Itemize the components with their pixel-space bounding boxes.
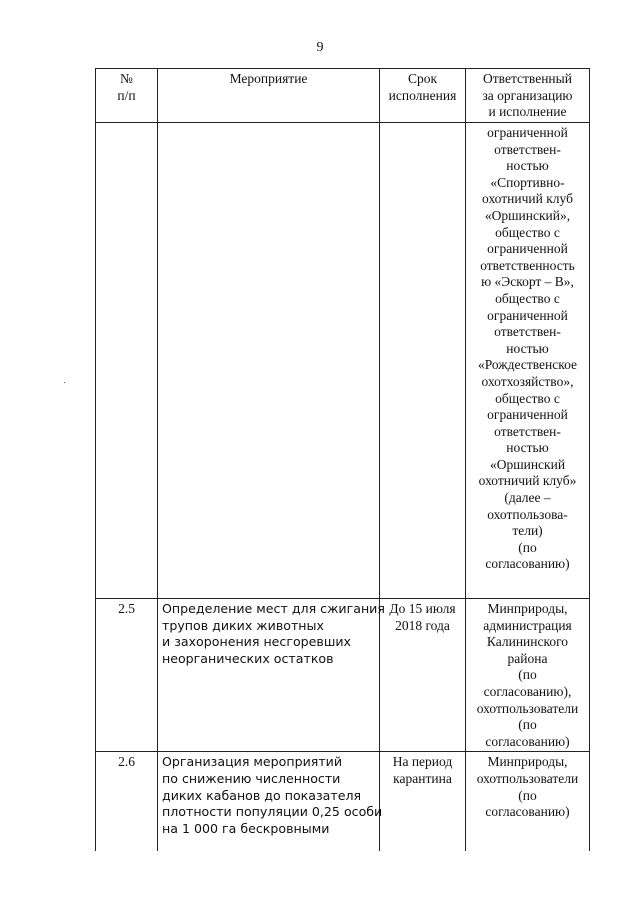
header-number-line-1: № — [120, 71, 133, 86]
header-event-line-1: Мероприятие — [229, 71, 308, 86]
text-line: охотпользова- — [487, 506, 568, 522]
text-line: До 15 июля — [389, 601, 456, 616]
responsible-lines — [469, 125, 586, 573]
text-line: ограниченной — [487, 307, 568, 323]
text-line: согласованию) — [485, 804, 570, 820]
text-line: охотничий клуб» — [478, 473, 577, 489]
text-line: (далее – — [504, 490, 551, 506]
text-line: ностью — [506, 340, 549, 356]
scan-speck — [64, 382, 65, 383]
cell-number: 2.6 — [96, 752, 158, 852]
text-line: карантина — [393, 770, 452, 786]
text-line: «Оршинский», — [484, 207, 571, 223]
cell-term — [380, 599, 466, 752]
text-line: ответственность — [480, 257, 575, 273]
table-row-continuation — [96, 123, 590, 599]
text-line: охотпользователи — [476, 700, 579, 716]
table-row — [96, 752, 590, 852]
header-responsible-line-3: и исполнение — [488, 104, 567, 120]
text-line: охотпользователи — [476, 770, 579, 786]
text-line: На период — [392, 754, 453, 770]
text-line: 2018 года — [395, 617, 450, 633]
cell-term-empty — [380, 123, 466, 599]
text-line: по снижению численности — [162, 770, 341, 786]
text-line: «Оршинский — [489, 456, 566, 472]
cell-term — [380, 752, 466, 852]
text-line: «Рождественское — [477, 357, 578, 373]
header-event — [158, 69, 380, 123]
text-line: ю «Эскорт – В», — [481, 274, 574, 290]
text-line: Минприроды, — [487, 754, 568, 770]
event-lines — [162, 754, 383, 837]
text-line: диких кабанов до показателя — [162, 787, 362, 803]
text-line: трупов диких животных — [162, 617, 324, 633]
header-responsible — [466, 69, 590, 123]
header-responsible-line-1: Ответственный — [483, 71, 572, 86]
text-line: Минприроды, — [487, 601, 568, 616]
text-line: ограниченной — [487, 125, 568, 140]
text-line: (по — [518, 717, 537, 733]
text-line: охотхозяйство», — [481, 373, 574, 389]
text-line: общество с — [495, 224, 560, 240]
text-line: ответствен- — [494, 324, 561, 340]
cell-number: 2.5 — [96, 599, 158, 752]
cell-responsible — [466, 752, 590, 852]
responsible-lines — [469, 601, 586, 750]
text-line: охотничий клуб — [482, 191, 573, 207]
text-line: (по — [518, 539, 537, 555]
header-term — [380, 69, 466, 123]
text-line: администрация — [483, 617, 572, 633]
cell-event — [158, 599, 385, 752]
cell-event-empty — [158, 123, 380, 599]
text-line: тели) — [512, 523, 543, 539]
text-line: неорганических остатков — [162, 650, 334, 666]
event-lines — [162, 601, 385, 667]
text-line: и захоронения несгоревших — [162, 634, 351, 650]
header-responsible-line-2: за организацию — [482, 87, 573, 103]
events-table — [95, 68, 590, 851]
text-line: ответствен- — [494, 423, 561, 439]
header-term-line-2: исполнения — [388, 87, 457, 103]
header-number — [96, 69, 158, 123]
header-term-line-1: Срок — [407, 71, 438, 86]
text-line: Определение мест для сжигания — [162, 601, 385, 616]
text-line: «Спортивно- — [490, 174, 565, 190]
table-row — [96, 599, 590, 752]
text-line: плотности популяции 0,25 особи — [162, 804, 383, 820]
table-header-row — [96, 69, 590, 123]
term-lines — [383, 601, 462, 634]
text-line: согласованию) — [485, 556, 570, 572]
page-number: 9 — [316, 40, 324, 55]
text-line: общество с — [495, 290, 560, 306]
cell-event — [158, 752, 383, 852]
text-line: общество с — [495, 390, 560, 406]
text-line: Организация мероприятий — [162, 754, 343, 770]
text-line: согласованию), — [483, 683, 572, 699]
text-line: Калининского — [486, 634, 569, 650]
cell-number-empty — [96, 123, 158, 599]
header-number-line-2: п/п — [117, 87, 136, 103]
text-line: ностью — [506, 440, 549, 456]
cell-responsible — [466, 599, 590, 752]
text-line: ограниченной — [487, 407, 568, 423]
text-line: ограниченной — [487, 241, 568, 257]
term-lines — [383, 754, 462, 787]
text-line: района — [507, 650, 548, 666]
cell-responsible-continuation — [466, 123, 590, 599]
text-line: (по — [518, 667, 537, 683]
responsible-lines — [469, 754, 586, 820]
text-line: (по — [518, 787, 537, 803]
text-line: ностью — [506, 158, 549, 174]
text-line: согласованию) — [485, 733, 570, 749]
text-line: ответствен- — [494, 141, 561, 157]
text-line: на 1 000 га бескровными — [162, 820, 330, 836]
